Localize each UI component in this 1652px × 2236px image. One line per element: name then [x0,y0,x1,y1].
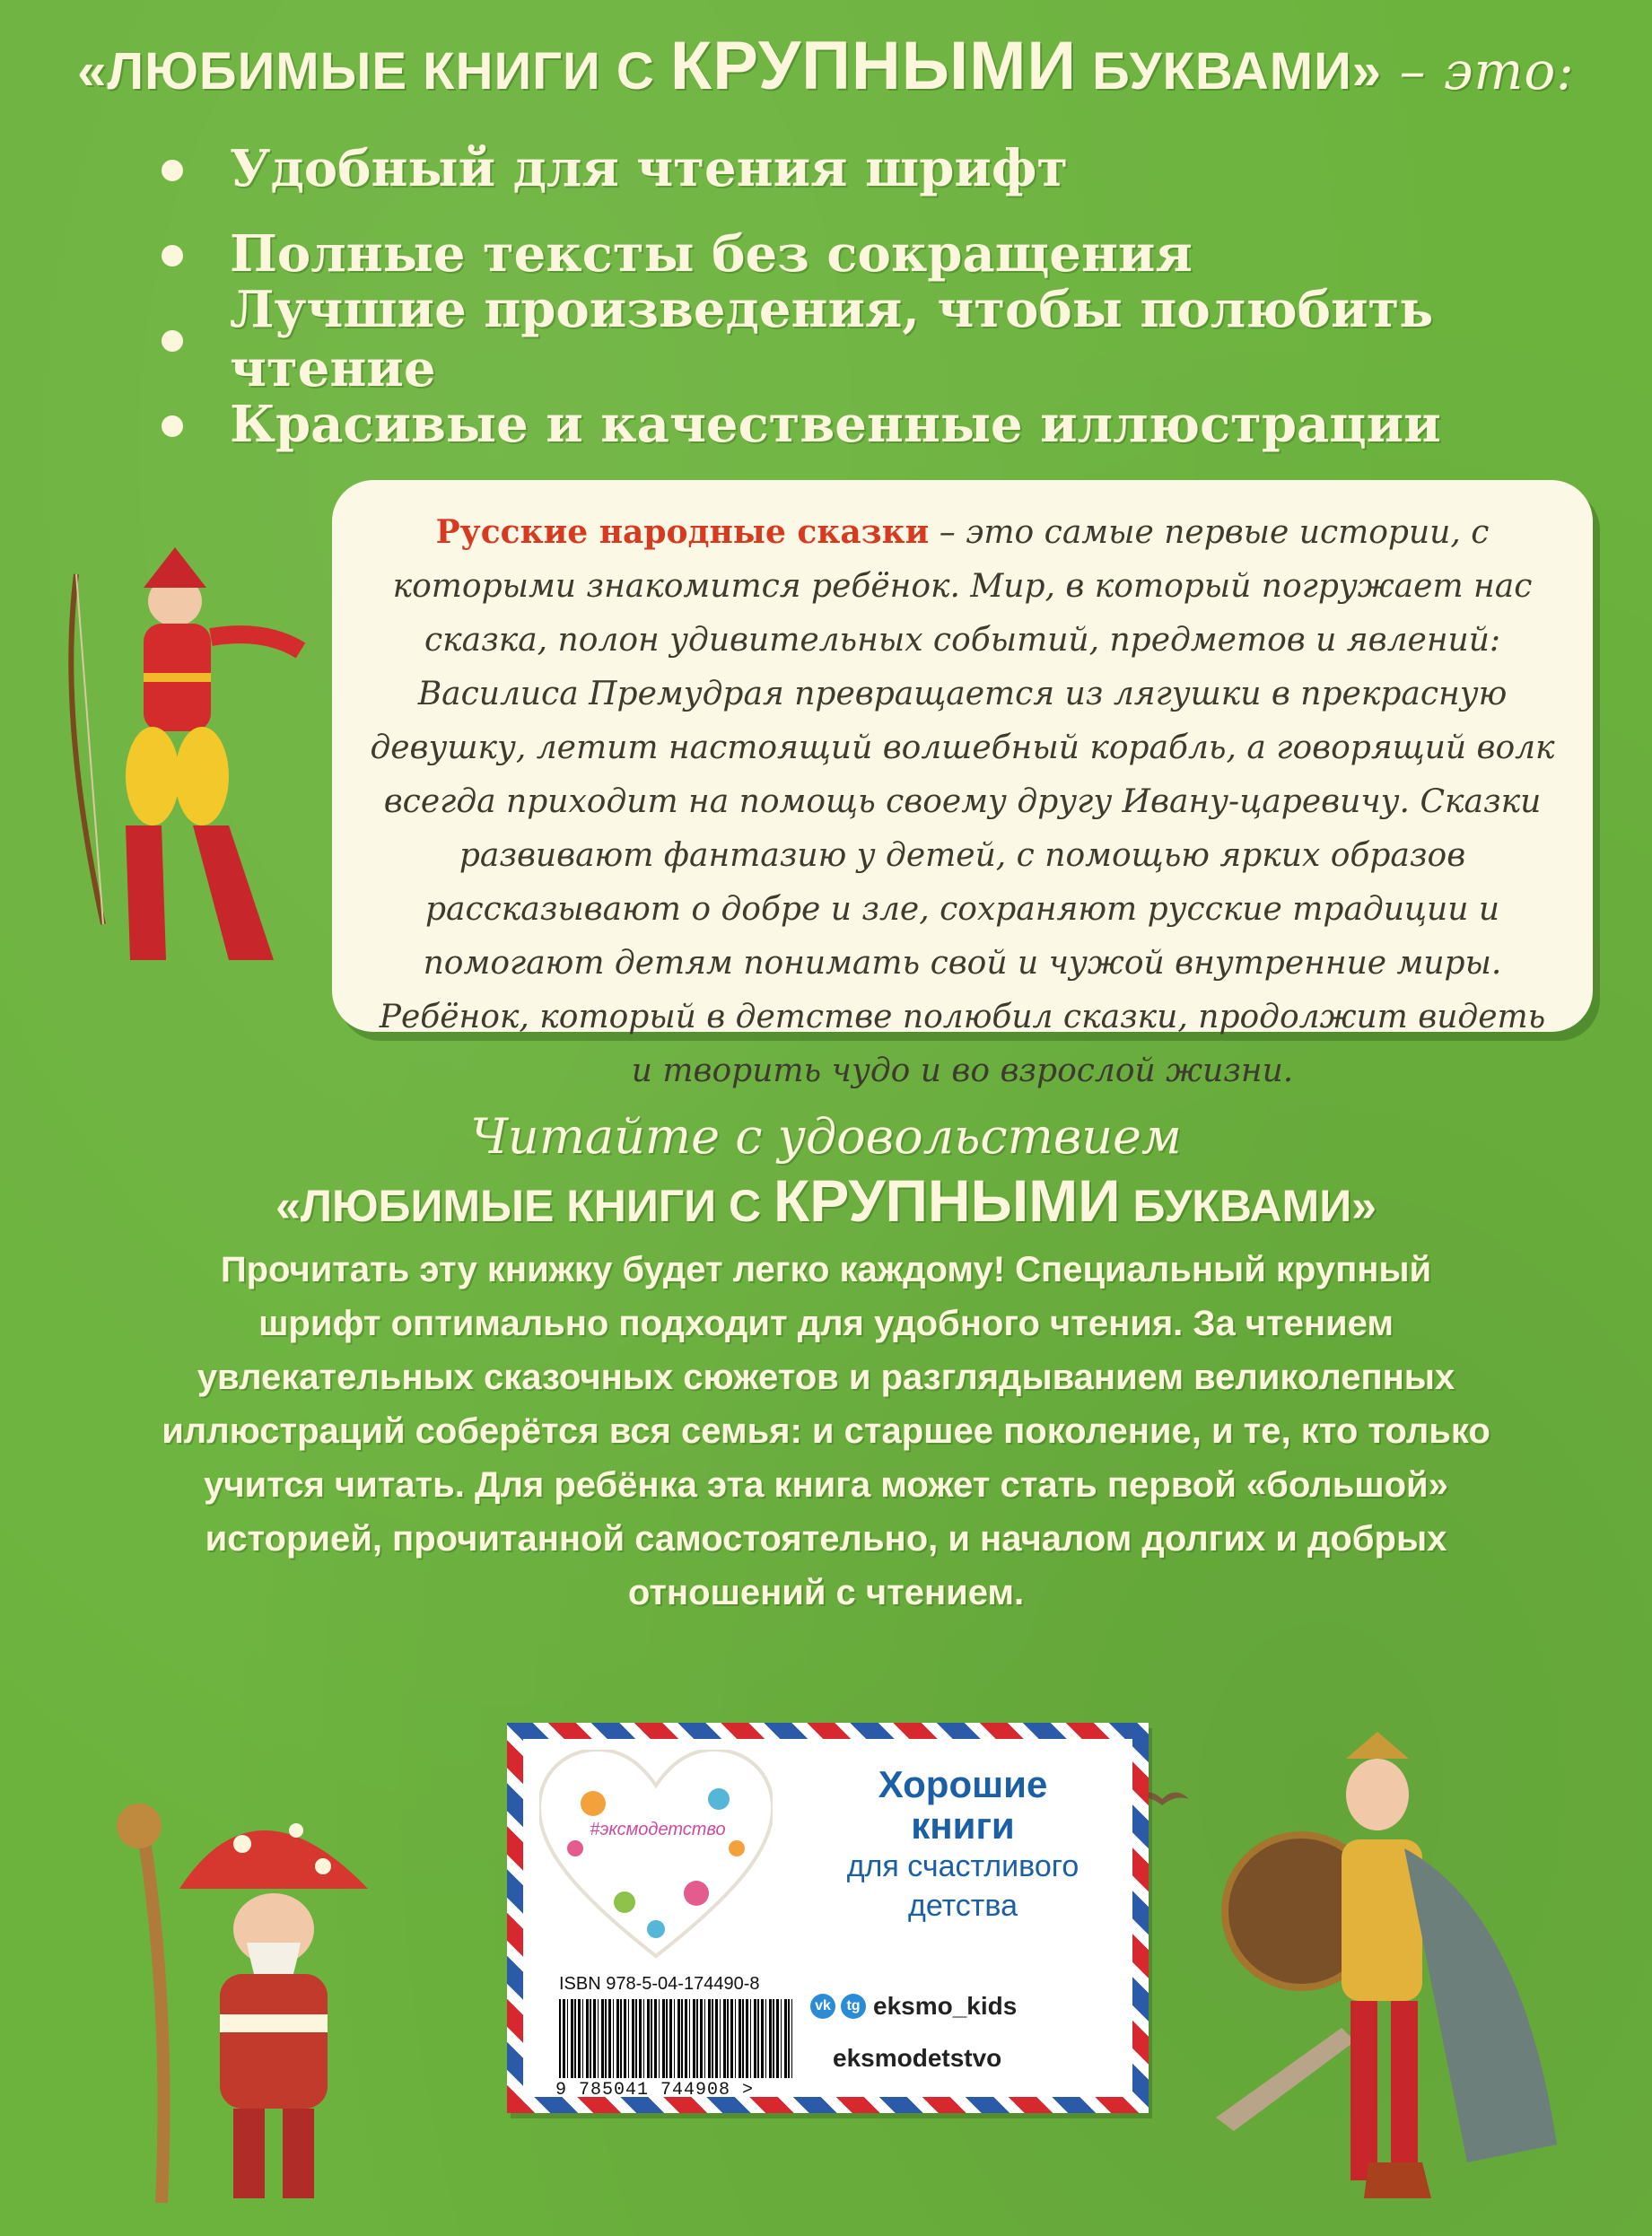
series-title-part2: БУКВАМИ» [1120,1181,1377,1231]
bullet-icon [162,245,183,266]
description-text: Прочитать эту книжку будет легко каждому! Специальный крупный шрифт оптимально подходит для удобного чтения. За чтением увлекательных сказочных сюжетов и разглядыванием великолепных иллюстраций соберётся вся семья: и старшее поколение, и те, кто только учится читать. Для ребёнка эта книга может стать первой «большой» историей, прочитанной самостоятельно, и началом долгих и добрых отношений с чтением. [162,1250,1490,1612]
series-header-part1: «ЛЮБИМЫЕ КНИГИ С [77,42,670,100]
mushroom-elder-illustration [99,1781,404,2212]
archer-illustration [49,538,319,1005]
features-list [162,126,1597,467]
heart-icon [539,1750,773,1965]
series-title-part1: «ЛЮБИМЫЕ КНИГИ С [275,1181,774,1231]
info-box-text: – это самые первые истории, с которыми знакомится ребёнок. Мир, в который погружает нас сказка, полон удивительных событий, предметов и явлений: Василиса Премудрая превращается из лягушки в прекрасную девушку, летит настоящий волшебный корабль, а говорящий волк всегда приходит на помощь своему другу Ивану-царевичу. Сказки развивают фантазию у детей, с помощью ярких образов рассказывают о добре и зле, сохраняют русские традиции и помогают детям понимать свой и чужой внутренние миры. Ребёнок, который в детстве полюбил сказки, продолжит видеть и творить чудо и во взрослой жизни. [370,514,1555,1089]
feature-text: Полные тексты без сокращения [230,223,1193,284]
feature-item [162,279,1597,398]
bullet-icon [162,330,183,352]
feature-text: Лучшие произведения, чтобы полюбить чтение [230,279,1434,398]
feature-item [162,381,1597,467]
feature-text: Удобный для чтения шрифт [230,138,1069,198]
slogan-line: книги [911,1804,1015,1847]
slogan-line: для счастливого [846,1849,1079,1883]
slogan-line: Хорошие [878,1763,1048,1805]
feature-item [162,126,1597,211]
series-header-tail: – это: [1382,40,1575,101]
isbn-label: ISBN 978-5-04-174490-8 [559,1974,760,1994]
social-handle[interactable]: eksmodetstvo [833,2044,1002,2072]
bullet-icon [162,415,183,437]
vk-icon[interactable]: vk [810,1994,835,2019]
series-title-big-word: КРУПНЫМИ [773,1167,1121,1234]
hashtag-label: #эксмодетство [590,1820,726,1839]
feature-text: Красивые и качественные иллюстрации [230,394,1441,454]
barcode-number: 9 785041 744908 > [555,2080,755,2101]
bullet-icon [162,160,183,181]
social-handle[interactable]: eksmo_kids [873,1992,1018,2020]
publisher-card [507,1723,1149,2113]
warrior-illustration [1198,1732,1602,2216]
series-header [0,27,1652,105]
slogan-line: детства [908,1889,1018,1923]
barcode [559,1999,792,2078]
social-icons [810,1994,866,2019]
info-box-highlight: Русские народные сказки [435,513,930,551]
telegram-icon[interactable]: tg [841,1994,866,2019]
enjoy-heading: Читайте с удовольствием [470,1108,1182,1165]
series-header-big-word: КРУПНЫМИ [669,28,1078,104]
slogan [801,1764,1124,1926]
series-title [0,1166,1652,1235]
info-box [332,480,1593,1089]
series-header-part2: БУКВАМИ» [1077,42,1383,100]
